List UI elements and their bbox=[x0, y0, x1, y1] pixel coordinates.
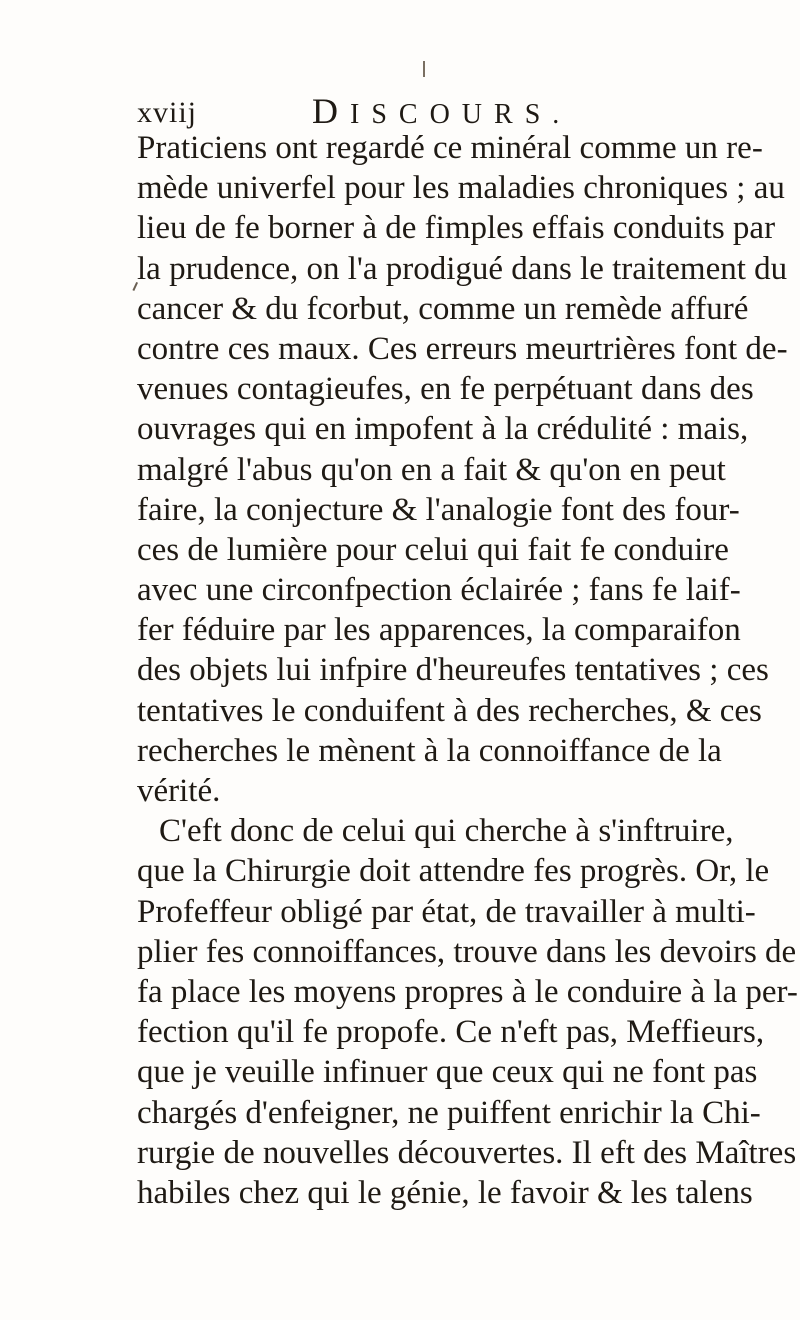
body-text bbox=[137, 128, 798, 1213]
text-line: faire, la conjecture & l'analogie font des four- bbox=[137, 491, 740, 528]
text-line: chargés d'enfeigner, ne puiffent enrichir la Chi- bbox=[137, 1094, 761, 1131]
text-line: fa place les moyens propres à le conduire à la per- bbox=[137, 973, 798, 1010]
page-number: xviij bbox=[137, 96, 198, 129]
paragraph-end-line: vérité. bbox=[137, 773, 221, 809]
text-line: habiles chez qui le génie, le favoir & les talens bbox=[137, 1174, 753, 1211]
text-line: fection qu'il fe propofe. Ce n'eft pas, Meffieurs, bbox=[137, 1014, 765, 1051]
text-line: mède univerfel pour les maladies chroniques ; au bbox=[137, 170, 785, 207]
text-line: fer féduire par les apparences, la comparaifon bbox=[137, 612, 741, 649]
text-line: Praticiens ont regardé ce minéral comme un re- bbox=[137, 130, 763, 166]
text-line: lieu de fe borner à de fimples effais conduits par bbox=[137, 210, 776, 247]
text-line: tentatives le conduifent à des recherches, & ces bbox=[137, 692, 762, 729]
text-line: contre ces maux. Ces erreurs meurtrières font de- bbox=[137, 330, 788, 367]
text-line: malgré l'abus qu'on en a fait & qu'on en peut bbox=[137, 451, 726, 488]
text-line: ouvrages qui en impofent à la crédulité : mais, bbox=[137, 411, 749, 448]
text-line: que je veuille infinuer que ceux qui ne font pas bbox=[137, 1054, 758, 1091]
text-line: cancer & du fcorbut, comme un remède affuré bbox=[137, 290, 749, 327]
text-line: la prudence, on l'a prodigué dans le traitement du bbox=[137, 250, 788, 287]
text-line: plier fes connoiffances, trouve dans les devoirs de bbox=[137, 933, 797, 970]
text-line: que la Chirurgie doit attendre fes progrès. Or, le bbox=[137, 853, 770, 890]
paragraph-start-line: C'eft donc de celui qui cherche à s'inftruire, bbox=[159, 813, 734, 850]
running-title bbox=[312, 90, 571, 132]
page-blemish bbox=[423, 61, 425, 77]
text-line: Profeffeur obligé par état, de travailler à multi- bbox=[137, 893, 756, 930]
text-line: des objets lui infpire d'heureufes tentatives ; ces bbox=[137, 652, 769, 689]
text-line: ces de lumière pour celui qui fait fe conduire bbox=[137, 531, 729, 568]
running-title-initial: D bbox=[312, 91, 350, 131]
running-title-rest: ISCOURS. bbox=[350, 99, 572, 130]
text-line: recherches le mènent à la connoiffance de la bbox=[137, 732, 722, 769]
text-line: rurgie de nouvelles découvertes. Il eft des Maîtres bbox=[137, 1134, 797, 1171]
text-line: venues contagieufes, en fe perpétuant dans des bbox=[137, 371, 754, 408]
text-line: avec une circonfpection éclairée ; fans fe laif- bbox=[137, 572, 741, 609]
